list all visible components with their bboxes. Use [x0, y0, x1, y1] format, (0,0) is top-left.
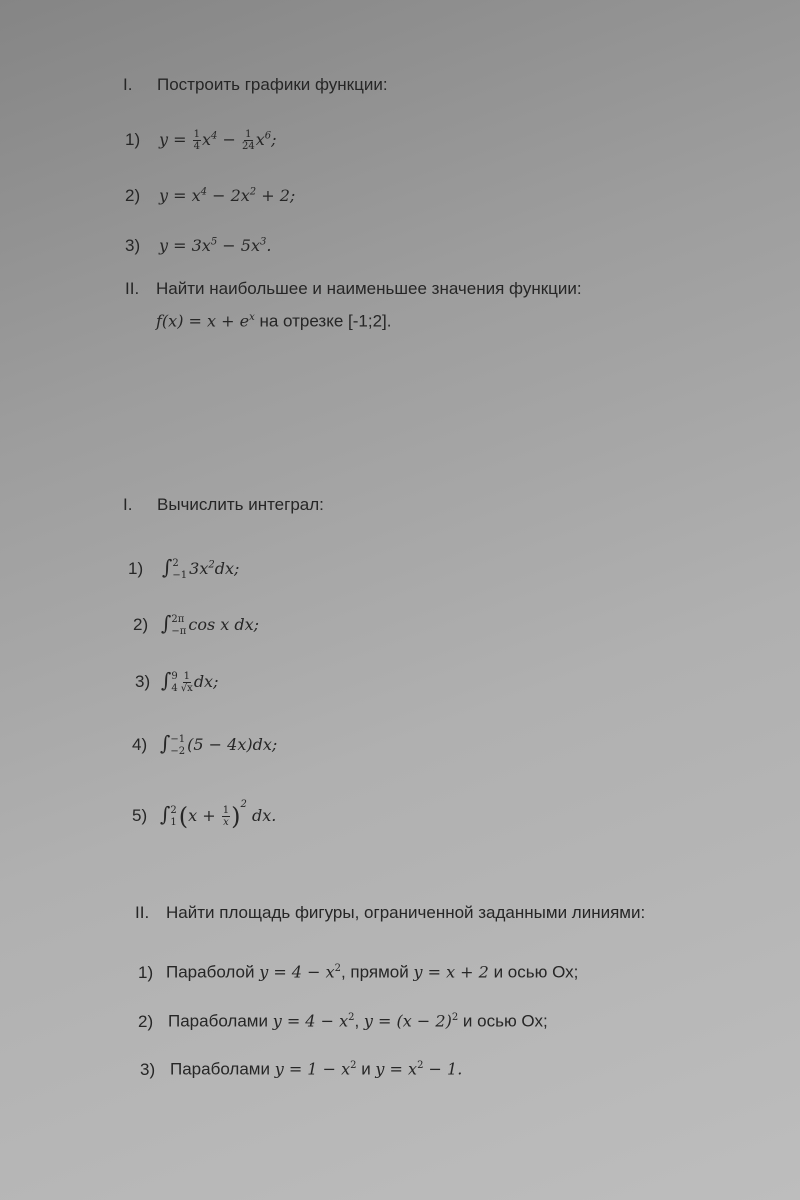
integral-item [132, 793, 276, 829]
task-formula-line [156, 306, 391, 334]
section-heading [125, 277, 582, 301]
exponent: 2 [334, 963, 341, 974]
heading-text: Найти наибольшее и наименьшее значения функции: [156, 279, 582, 298]
item-number: 3) [140, 1059, 156, 1079]
integral-sign-icon: ∫ [161, 668, 172, 692]
formula-part: cos x dx; [188, 615, 260, 634]
formula-part: − 5x [217, 236, 260, 256]
formula-part: y = x + 2 [413, 962, 489, 982]
item-text: и осью Ох; [488, 962, 579, 982]
item-number: 2) [138, 1011, 154, 1031]
heading-text: Вычислить интеграл: [157, 495, 324, 514]
formula-part: + 2; [256, 186, 296, 206]
integral-sign-icon: ∫ [161, 611, 172, 635]
limits [170, 734, 185, 758]
item-text: Параболой [166, 962, 260, 982]
formula-part: y = 3x [159, 236, 211, 256]
formula-part: y = (x − 2) [363, 1011, 452, 1031]
limits [172, 558, 187, 582]
denominator: x [223, 817, 229, 828]
upper-limit: 2π [171, 613, 185, 625]
section-numeral: II. [135, 903, 150, 922]
integral-item [128, 554, 239, 582]
section-heading [135, 901, 645, 925]
formula-part: dx; [214, 559, 240, 579]
limits [171, 614, 186, 638]
area-item [138, 957, 578, 985]
formula-part: y = 4 − x [272, 1011, 349, 1031]
fraction [242, 129, 255, 152]
fraction [222, 805, 230, 828]
item-number: 2) [125, 186, 141, 206]
item-number: 1) [125, 130, 141, 150]
formula-part: − 2x [207, 186, 250, 206]
paren: ( [178, 802, 189, 831]
section-heading [123, 73, 388, 97]
denominator: √x [180, 683, 193, 694]
denominator: 24 [241, 141, 255, 153]
numerator: 1 [183, 671, 190, 682]
exponent: 2 [417, 1060, 424, 1071]
item-text: , [354, 1011, 364, 1031]
formula [161, 668, 219, 694]
integral-sign-icon: ∫ [160, 802, 171, 826]
task-item [125, 181, 295, 208]
paren: ) [231, 802, 241, 831]
integral-sign-icon: ∫ [160, 731, 171, 755]
limits [170, 805, 176, 829]
upper-limit: 9 [171, 670, 178, 682]
item-number: 3) [135, 672, 151, 691]
task-item [125, 125, 277, 152]
formula-text: на отрезке [-1;2]. [254, 311, 392, 331]
formula [160, 731, 278, 757]
item-number: 1) [138, 962, 154, 982]
formula-part: x + [188, 806, 221, 825]
item-text: Параболами [168, 1011, 273, 1031]
formula-part: 3x [189, 559, 209, 579]
exponent: 3 [259, 237, 267, 248]
formula [159, 129, 277, 153]
item-number: 5) [132, 806, 148, 825]
task-item [125, 231, 271, 258]
formula-part: x [202, 130, 212, 150]
exponent: 4 [200, 187, 208, 198]
formula-part: y = x [375, 1059, 418, 1079]
integral-item [132, 731, 277, 758]
exponent: 2 [249, 187, 257, 198]
formula [160, 799, 277, 831]
heading-text: Построить графики функции: [157, 75, 388, 94]
formula-part: − 1. [423, 1059, 463, 1079]
exponent: 2 [350, 1060, 357, 1071]
item-number: 3) [125, 236, 141, 256]
formula-part: − [217, 130, 241, 150]
section-numeral: I. [123, 495, 133, 514]
item-text: и [356, 1059, 376, 1079]
exponent: 6 [264, 131, 272, 142]
area-item [140, 1054, 462, 1082]
lower-limit: −1 [172, 569, 188, 581]
formula [159, 236, 271, 255]
formula [159, 186, 295, 205]
numerator: 1 [193, 129, 200, 141]
item-text: и осью Ох; [458, 1011, 548, 1031]
section-heading [123, 493, 324, 517]
heading-text: Найти площадь фигуры, ограниченной заданными линиями: [166, 903, 646, 922]
formula [161, 611, 260, 637]
integral-item [133, 611, 259, 638]
lower-limit: 4 [171, 682, 178, 694]
item-number: 4) [132, 735, 148, 754]
upper-limit: 2 [170, 804, 177, 816]
formula-part: (5 − 4x)dx; [187, 735, 278, 754]
exponent: 2 [208, 560, 215, 571]
lower-limit: −2 [170, 745, 186, 757]
section-numeral: I. [123, 75, 133, 94]
fraction [181, 671, 193, 694]
exponent: 5 [210, 237, 218, 248]
exponent: 2 [451, 1012, 459, 1023]
formula-part: dx; [193, 672, 219, 691]
formula-part: dx. [246, 806, 277, 825]
formula-part: y = 1 − x [274, 1059, 351, 1079]
denominator: 4 [193, 141, 200, 153]
upper-limit: 2 [172, 557, 179, 569]
numerator: 1 [245, 129, 252, 141]
item-text: , прямой [340, 962, 414, 982]
item-number: 1) [128, 559, 144, 579]
exponent: x [249, 312, 255, 323]
item-number: 2) [133, 615, 149, 634]
lower-limit: 1 [170, 816, 177, 828]
formula-part: x [255, 130, 265, 150]
formula [162, 555, 240, 581]
item-text: Параболами [170, 1059, 275, 1079]
exponent: 2 [240, 799, 247, 810]
section-numeral: II. [125, 279, 140, 298]
integral-sign-icon: ∫ [162, 555, 173, 580]
formula-part: ; [271, 130, 277, 150]
formula-part: y = 4 − x [259, 962, 335, 982]
exponent: 2 [348, 1012, 355, 1023]
limits [171, 671, 177, 695]
formula-part: f(x) = x + e [156, 311, 250, 331]
integral-item [135, 668, 218, 695]
formula-part: y = [159, 130, 187, 150]
upper-limit: −1 [170, 733, 186, 745]
area-item [138, 1006, 548, 1034]
exponent: 4 [211, 131, 218, 142]
numerator: 1 [222, 805, 230, 816]
formula-part: . [266, 236, 272, 256]
fraction [193, 129, 201, 152]
formula-part: y = x [159, 186, 201, 206]
lower-limit: −π [171, 625, 187, 637]
